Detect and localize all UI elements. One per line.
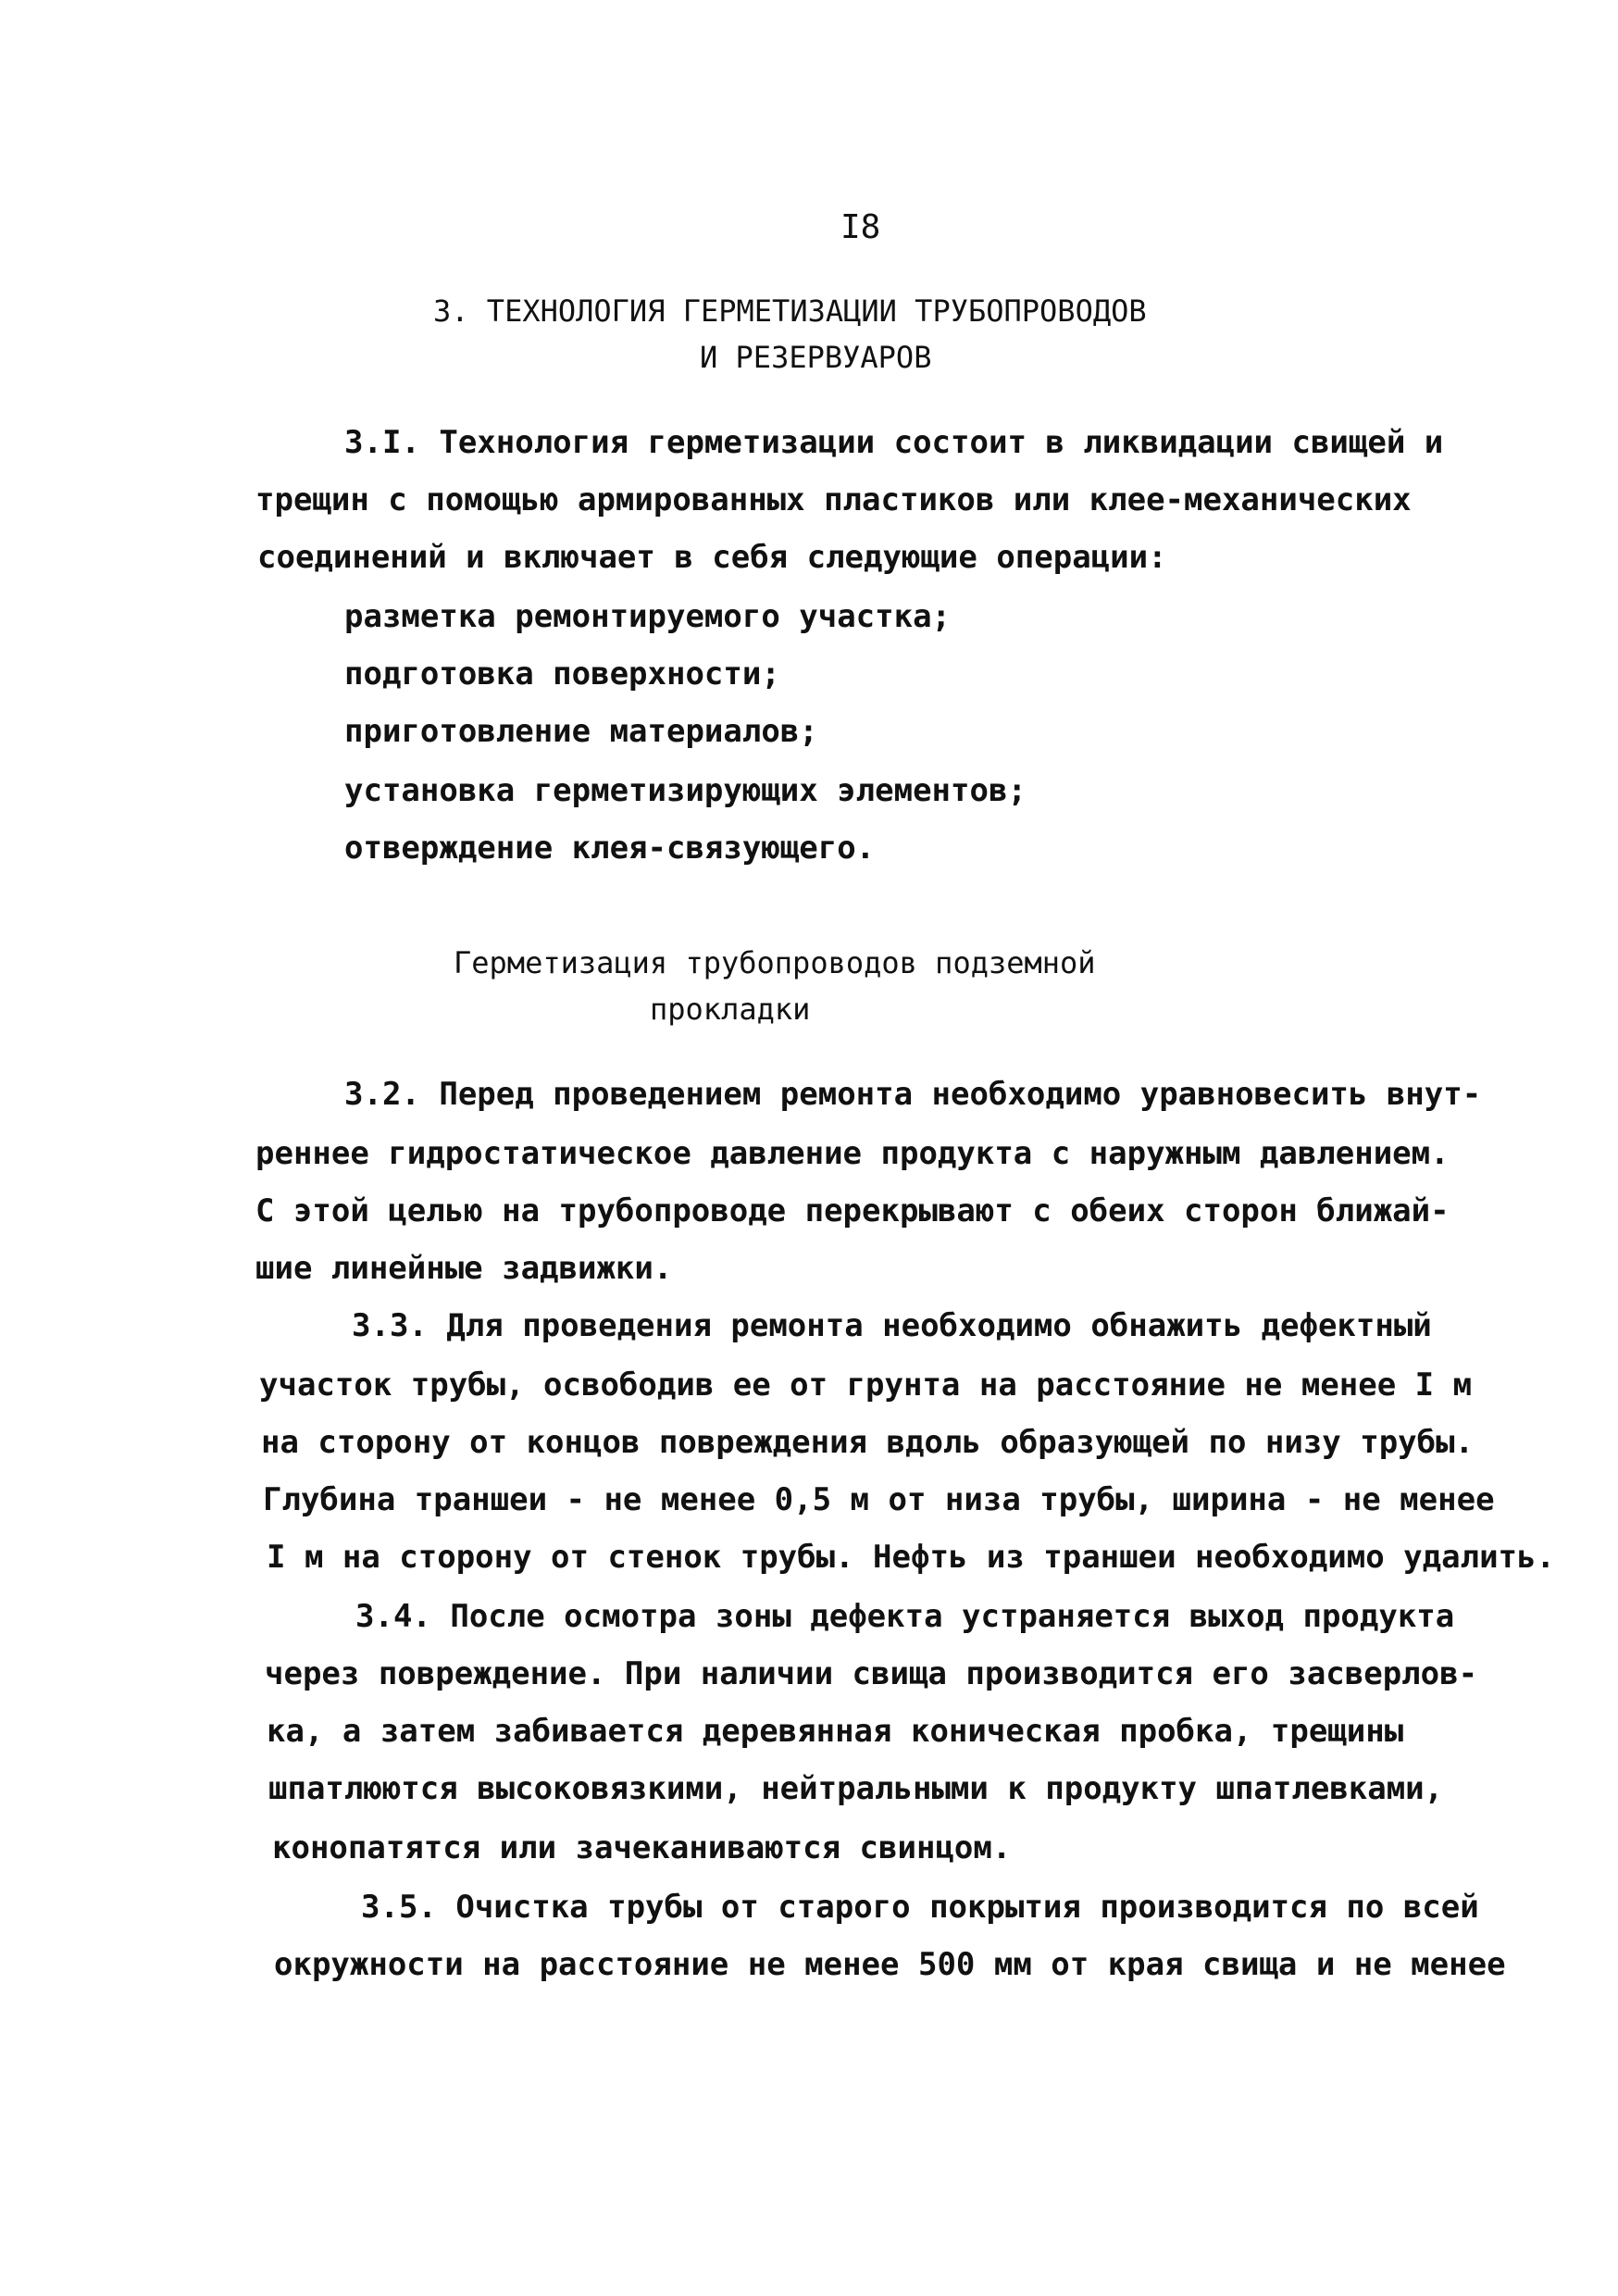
paragraph-3-4-line-3: ка, а затем забивается деревянная коническая пробка, трещины <box>267 1713 1404 1750</box>
paragraph-3-4-line-5: конопатятся или зачеканиваются свинцом. <box>272 1829 1012 1866</box>
paragraph-3-2-line-2: реннее гидростатическое давление продукта с наружным давлением. <box>255 1135 1450 1172</box>
list-item: подготовка поверхности; <box>344 655 780 693</box>
list-item: разметка ремонтируемого участка; <box>344 598 952 635</box>
paragraph-3-1-line-2: трещин с помощью армированных пластиков или клее-механических <box>255 481 1412 518</box>
section-title-line-2: И РЕЗЕРВУАРОВ <box>700 340 932 375</box>
list-item: приготовление материалов; <box>344 713 818 750</box>
page-number: I8 <box>840 208 881 246</box>
list-item: отверждение клея-связующего. <box>344 830 876 867</box>
paragraph-3-4-line-2: через повреждение. При наличии свища производится его засверлов- <box>265 1655 1478 1692</box>
paragraph-3-2-line-4: шие линейные задвижки. <box>255 1250 673 1287</box>
paragraph-3-5-line-1: 3.5. Очистка трубы от старого покрытия производится по всей <box>361 1889 1479 1926</box>
paragraph-3-5-line-2: окружности на расстояние не менее 500 мм от края свища и не менее <box>274 1946 1506 1983</box>
list-item: установка герметизирующих элементов; <box>344 772 1027 809</box>
paragraph-3-3-line-5: I м на сторону от стенок трубы. Нефть из траншеи необходимо удалить. <box>267 1539 1555 1576</box>
paragraph-3-4-line-4: шпатлюются высоковязкими, нейтральными к продукту шпатлевками, <box>268 1770 1444 1807</box>
paragraph-3-3-line-1: 3.3. Для проведения ремонта необходимо обнажить дефектный <box>352 1307 1432 1344</box>
paragraph-3-3-line-3: на сторону от концов повреждения вдоль образующей по низу трубы. <box>261 1424 1475 1461</box>
paragraph-3-2-line-1: 3.2. Перед проведением ремонта необходимо уравновесить внут- <box>344 1076 1482 1113</box>
paragraph-3-3-line-2: участок трубы, освободив ее от грунта на расстояние не менее I м <box>259 1366 1473 1404</box>
paragraph-3-3-line-4: Глубина траншеи - не менее 0,5 м от низа трубы, ширина - не менее <box>263 1481 1495 1518</box>
paragraph-3-1-line-3: соединений и включает в себя следующие операции: <box>257 539 1167 576</box>
paragraph-3-2-line-3: С этой целью на трубопроводе перекрывают с обеих сторон ближай- <box>255 1192 1450 1229</box>
section-title-line-1: 3. ТЕХНОЛОГИЯ ГЕРМЕТИЗАЦИИ ТРУБОПРОВОДОВ <box>433 293 1147 329</box>
paragraph-3-4-line-1: 3.4. После осмотра зоны дефекта устраняется выход продукта <box>355 1598 1455 1635</box>
subsection-title-line-1: Герметизация трубопроводов подземной <box>454 945 1096 980</box>
paragraph-3-1-line-1: 3.I. Технология герметизации состоит в ликвидации свищей и <box>344 424 1444 461</box>
subsection-title-line-2: прокладки <box>650 992 811 1027</box>
